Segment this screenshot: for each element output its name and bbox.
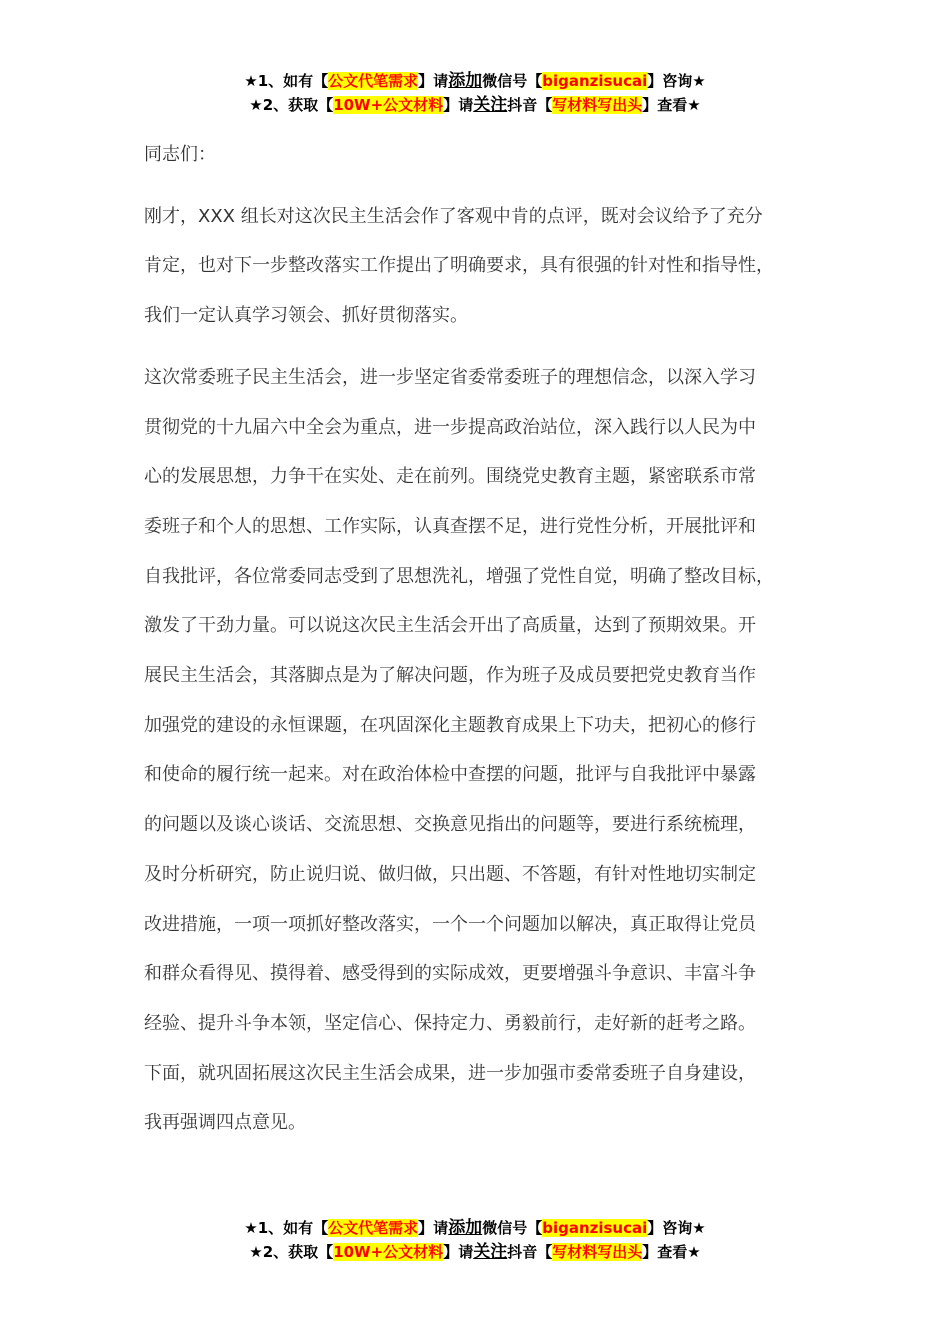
text-line: 委班子和个人的思想、工作实际，认真查摆不足，进行党性分析，开展批评和	[144, 515, 756, 537]
banner-text: 】请	[418, 72, 449, 90]
text-line: 我们一定认真学习领会、抓好贯彻落实。	[144, 305, 468, 327]
banner-highlight: 10W+公文材料	[333, 96, 444, 114]
paragraph-2	[144, 353, 824, 1148]
banner-text: 】查看★	[642, 1243, 701, 1261]
banner-text: 抖音【	[507, 1243, 553, 1261]
paragraph-1	[144, 192, 824, 341]
text-line: 这次常委班子民主生活会，进一步坚定省委常委班子的理想信念，以深入学习	[144, 366, 756, 388]
promo-banner-top	[0, 69, 950, 117]
document-body	[144, 130, 824, 1148]
banner-emphasis: 关注	[473, 1242, 508, 1262]
banner-text: 】请	[443, 1243, 474, 1261]
banner-text: 】请	[418, 1219, 449, 1237]
text-line: 及时分析研究，防止说归说、做归做，只出题、不答题，有针对性地切实制定	[144, 863, 756, 885]
banner-text: 】查看★	[642, 96, 701, 114]
banner-highlight: 10W+公文材料	[333, 1243, 444, 1261]
text-line: 肯定，也对下一步整改落实工作提出了明确要求，具有很强的针对性和指导性，	[144, 255, 774, 277]
text-line: 心的发展思想，力争干在实处、走在前列。围绕党史教育主题，紧密联系市常	[144, 466, 756, 488]
text-line: 自我批评，各位常委同志受到了思想洗礼，增强了党性自觉，明确了整改目标，	[144, 565, 774, 587]
banner-text: ★1、如有【	[244, 1219, 329, 1237]
banner-emphasis: 关注	[473, 95, 508, 115]
banner-emphasis: 添加	[448, 1218, 483, 1238]
banner-text: 】咨询★	[647, 72, 706, 90]
text-line: 加强党的建设的永恒课题，在巩固深化主题教育成果上下功夫，把初心的修行	[144, 714, 756, 736]
text-line: 经验、提升斗争本领，坚定信心、保持定力、勇毅前行，走好新的赶考之路。	[144, 1012, 756, 1034]
text-line: 改进措施，一项一项抓好整改落实，一个一个问题加以解决，真正取得让党员	[144, 913, 756, 935]
greeting: 同志们：	[144, 144, 216, 165]
banner-text: 】请	[443, 96, 474, 114]
banner-douyin-id: 写材料写出头	[552, 96, 643, 114]
text-line: 激发了干劲力量。可以说这次民主生活会开出了高质量，达到了预期效果。开	[144, 615, 756, 637]
banner-text: ★2、获取【	[249, 1243, 334, 1261]
banner-text: 抖音【	[507, 96, 553, 114]
banner-douyin-id: 写材料写出头	[552, 1243, 643, 1261]
promo-banner-bottom	[0, 1216, 950, 1264]
text-line: 和群众看得见、摸得着、感受得到的实际成效，更要增强斗争意识、丰富斗争	[144, 963, 756, 985]
banner-text: 】咨询★	[647, 1219, 706, 1237]
text-line: 的问题以及谈心谈话、交流思想、交换意见指出的问题等，要进行系统梳理，	[144, 814, 756, 836]
banner-text: 微信号【	[482, 72, 543, 90]
banner-line-1	[0, 1216, 950, 1240]
banner-text: 微信号【	[482, 1219, 543, 1237]
text-line: 我再强调四点意见。	[144, 1112, 306, 1134]
banner-line-2	[0, 93, 950, 117]
text-line: 和使命的履行统一起来。对在政治体检中查摆的问题，批评与自我批评中暴露	[144, 764, 756, 786]
banner-emphasis: 添加	[448, 71, 483, 91]
text-line: 下面，就巩固拓展这次民主生活会成果，进一步加强市委常委班子自身建设，	[144, 1062, 756, 1084]
text-line: 贯彻党的十九届六中全会为重点，进一步提高政治站位，深入践行以人民为中	[144, 416, 756, 438]
banner-wechat-id: biganzisucai	[542, 1219, 648, 1237]
banner-line-2	[0, 1240, 950, 1264]
banner-text: ★1、如有【	[244, 72, 329, 90]
text-line: 展民主生活会，其落脚点是为了解决问题，作为班子及成员要把党史教育当作	[144, 665, 756, 687]
banner-highlight: 公文代笔需求	[328, 1219, 419, 1237]
banner-highlight: 公文代笔需求	[328, 72, 419, 90]
banner-wechat-id: biganzisucai	[542, 72, 648, 90]
text-line: 刚才，XXX 组长对这次民主生活会作了客观中肯的点评，既对会议给予了充分	[144, 205, 763, 227]
banner-text: ★2、获取【	[249, 96, 334, 114]
banner-line-1	[0, 69, 950, 93]
